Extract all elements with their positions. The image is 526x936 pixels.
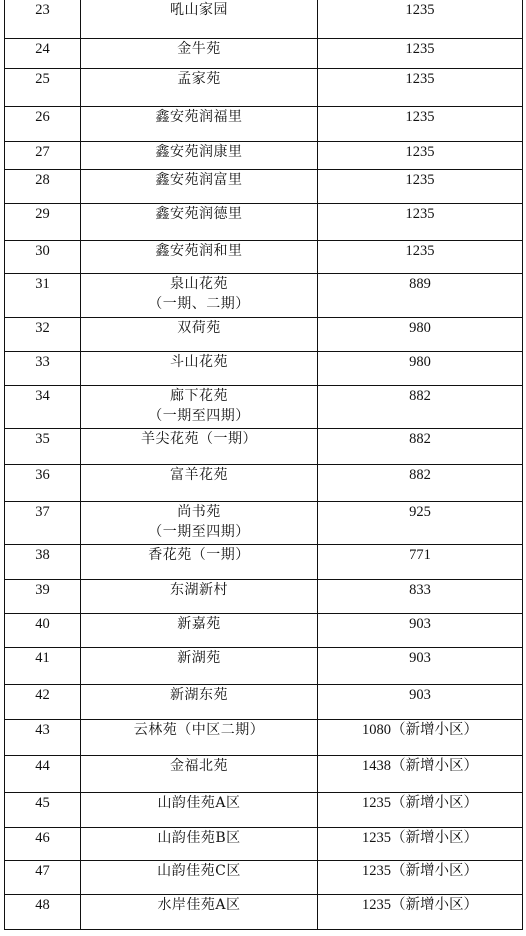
row-number-cell: 37 bbox=[5, 501, 81, 544]
community-name-cell bbox=[81, 0, 318, 38]
community-name-cell bbox=[81, 385, 318, 428]
value-cell: 980 bbox=[318, 351, 523, 385]
community-name: 云林苑（中区二期） bbox=[133, 721, 265, 738]
row-number-cell: 35 bbox=[5, 428, 81, 464]
community-name-cell bbox=[81, 894, 318, 929]
value-cell: 889 bbox=[318, 273, 523, 317]
table-row bbox=[5, 860, 523, 894]
value-cell: 1235 bbox=[318, 203, 523, 240]
community-name-cell bbox=[81, 684, 318, 719]
row-number-cell: 30 bbox=[5, 240, 81, 273]
community-name-cell bbox=[81, 827, 318, 860]
table-row bbox=[5, 755, 523, 792]
community-name: 水岸佳苑A区 bbox=[157, 896, 241, 913]
table-row bbox=[5, 579, 523, 613]
community-name-cell bbox=[81, 613, 318, 647]
row-number-cell: 45 bbox=[5, 792, 81, 827]
value-cell: 1235 bbox=[318, 68, 523, 106]
community-name-cell bbox=[81, 501, 318, 544]
community-name-cell bbox=[81, 273, 318, 317]
table-row bbox=[5, 464, 523, 501]
table-row bbox=[5, 647, 523, 684]
value-cell: 1235 bbox=[318, 141, 523, 169]
row-number-cell: 31 bbox=[5, 273, 81, 317]
community-name-phase: （一期至四期） bbox=[148, 407, 250, 424]
community-name: 廊下花苑 bbox=[170, 387, 228, 404]
table-row bbox=[5, 792, 523, 827]
value-cell: 882 bbox=[318, 428, 523, 464]
community-name-cell bbox=[81, 544, 318, 579]
value-cell: 882 bbox=[318, 464, 523, 501]
table-row bbox=[5, 351, 523, 385]
table-row bbox=[5, 141, 523, 169]
table-row bbox=[5, 613, 523, 647]
row-number-cell: 24 bbox=[5, 38, 81, 68]
table-row bbox=[5, 428, 523, 464]
row-number-cell: 44 bbox=[5, 755, 81, 792]
community-name-phase: （一期、二期） bbox=[148, 295, 250, 312]
community-name: 孟家苑 bbox=[177, 70, 221, 87]
community-name: 鑫安苑润福里 bbox=[155, 108, 243, 125]
community-name-cell bbox=[81, 792, 318, 827]
table-row bbox=[5, 544, 523, 579]
value-cell: 903 bbox=[318, 684, 523, 719]
community-name-cell bbox=[81, 755, 318, 792]
community-name: 新嘉苑 bbox=[177, 615, 221, 632]
value-cell: 1235 bbox=[318, 38, 523, 68]
community-name-cell bbox=[81, 351, 318, 385]
value-cell: 1235（新增小区） bbox=[318, 792, 523, 827]
community-name-phase: （一期至四期） bbox=[148, 523, 250, 540]
row-number-cell: 43 bbox=[5, 719, 81, 755]
community-name: 香花苑（一期） bbox=[148, 546, 250, 563]
community-name-cell bbox=[81, 719, 318, 755]
community-name-cell bbox=[81, 579, 318, 613]
row-number-cell: 28 bbox=[5, 169, 81, 203]
row-number-cell: 36 bbox=[5, 464, 81, 501]
table-row bbox=[5, 169, 523, 203]
row-number-cell: 47 bbox=[5, 860, 81, 894]
community-name: 新湖苑 bbox=[177, 649, 221, 666]
community-name: 富羊花苑 bbox=[170, 466, 228, 483]
community-table bbox=[4, 0, 523, 930]
row-number-cell: 33 bbox=[5, 351, 81, 385]
community-name: 新湖东苑 bbox=[170, 686, 228, 703]
row-number-cell: 40 bbox=[5, 613, 81, 647]
row-number-cell: 29 bbox=[5, 203, 81, 240]
row-number-cell: 34 bbox=[5, 385, 81, 428]
table-row bbox=[5, 719, 523, 755]
community-name-cell bbox=[81, 240, 318, 273]
row-number-cell: 23 bbox=[5, 0, 81, 38]
table-row bbox=[5, 106, 523, 141]
row-number-cell: 27 bbox=[5, 141, 81, 169]
value-cell: 903 bbox=[318, 613, 523, 647]
table-row bbox=[5, 684, 523, 719]
community-name: 鑫安苑润德里 bbox=[155, 205, 243, 222]
community-name-cell bbox=[81, 317, 318, 351]
row-number-cell: 41 bbox=[5, 647, 81, 684]
community-name-cell bbox=[81, 169, 318, 203]
table-row bbox=[5, 501, 523, 544]
community-name: 东湖新村 bbox=[170, 581, 228, 598]
community-name-cell bbox=[81, 38, 318, 68]
table-row bbox=[5, 240, 523, 273]
community-name: 鑫安苑润和里 bbox=[155, 242, 243, 259]
value-cell: 1080（新增小区） bbox=[318, 719, 523, 755]
value-cell: 1235（新增小区） bbox=[318, 894, 523, 929]
table-row bbox=[5, 827, 523, 860]
community-name-cell bbox=[81, 860, 318, 894]
row-number-cell: 48 bbox=[5, 894, 81, 929]
value-cell: 771 bbox=[318, 544, 523, 579]
value-cell: 833 bbox=[318, 579, 523, 613]
community-name: 鑫安苑润康里 bbox=[155, 143, 243, 160]
table-row bbox=[5, 38, 523, 68]
community-name: 双荷苑 bbox=[177, 319, 221, 336]
community-name-cell bbox=[81, 68, 318, 106]
value-cell: 882 bbox=[318, 385, 523, 428]
row-number-cell: 38 bbox=[5, 544, 81, 579]
value-cell: 1235（新增小区） bbox=[318, 827, 523, 860]
table-row bbox=[5, 317, 523, 351]
community-name: 山韵佳苑C区 bbox=[157, 862, 241, 879]
value-cell: 925 bbox=[318, 501, 523, 544]
table-body bbox=[5, 0, 523, 929]
community-name-cell bbox=[81, 464, 318, 501]
table-row bbox=[5, 273, 523, 317]
table-row bbox=[5, 68, 523, 106]
table-row bbox=[5, 203, 523, 240]
community-name-cell bbox=[81, 106, 318, 141]
community-name-cell bbox=[81, 141, 318, 169]
row-number-cell: 46 bbox=[5, 827, 81, 860]
community-name: 鑫安苑润富里 bbox=[155, 171, 243, 188]
row-number-cell: 32 bbox=[5, 317, 81, 351]
community-name: 吼山家园 bbox=[170, 2, 228, 18]
community-name-cell bbox=[81, 428, 318, 464]
value-cell: 1438（新增小区） bbox=[318, 755, 523, 792]
table-row bbox=[5, 385, 523, 428]
community-name: 斗山花苑 bbox=[170, 353, 228, 370]
table-row bbox=[5, 894, 523, 929]
table-row bbox=[5, 0, 523, 38]
value-cell: 1235（新增小区） bbox=[318, 860, 523, 894]
row-number-cell: 39 bbox=[5, 579, 81, 613]
value-cell: 980 bbox=[318, 317, 523, 351]
value-cell: 1235 bbox=[318, 0, 523, 38]
community-name: 尚书苑 bbox=[177, 503, 221, 520]
value-cell: 903 bbox=[318, 647, 523, 684]
value-cell: 1235 bbox=[318, 106, 523, 141]
row-number-cell: 42 bbox=[5, 684, 81, 719]
community-name: 山韵佳苑B区 bbox=[157, 829, 241, 846]
community-name-cell bbox=[81, 647, 318, 684]
row-number-cell: 26 bbox=[5, 106, 81, 141]
community-name: 金福北苑 bbox=[170, 757, 228, 774]
community-name: 金牛苑 bbox=[177, 40, 221, 57]
community-name: 羊尖花苑（一期） bbox=[141, 430, 257, 447]
row-number-cell: 25 bbox=[5, 68, 81, 106]
value-cell: 1235 bbox=[318, 169, 523, 203]
community-name-cell bbox=[81, 203, 318, 240]
community-name: 泉山花苑 bbox=[170, 275, 228, 292]
community-name: 山韵佳苑A区 bbox=[157, 794, 241, 811]
value-cell: 1235 bbox=[318, 240, 523, 273]
